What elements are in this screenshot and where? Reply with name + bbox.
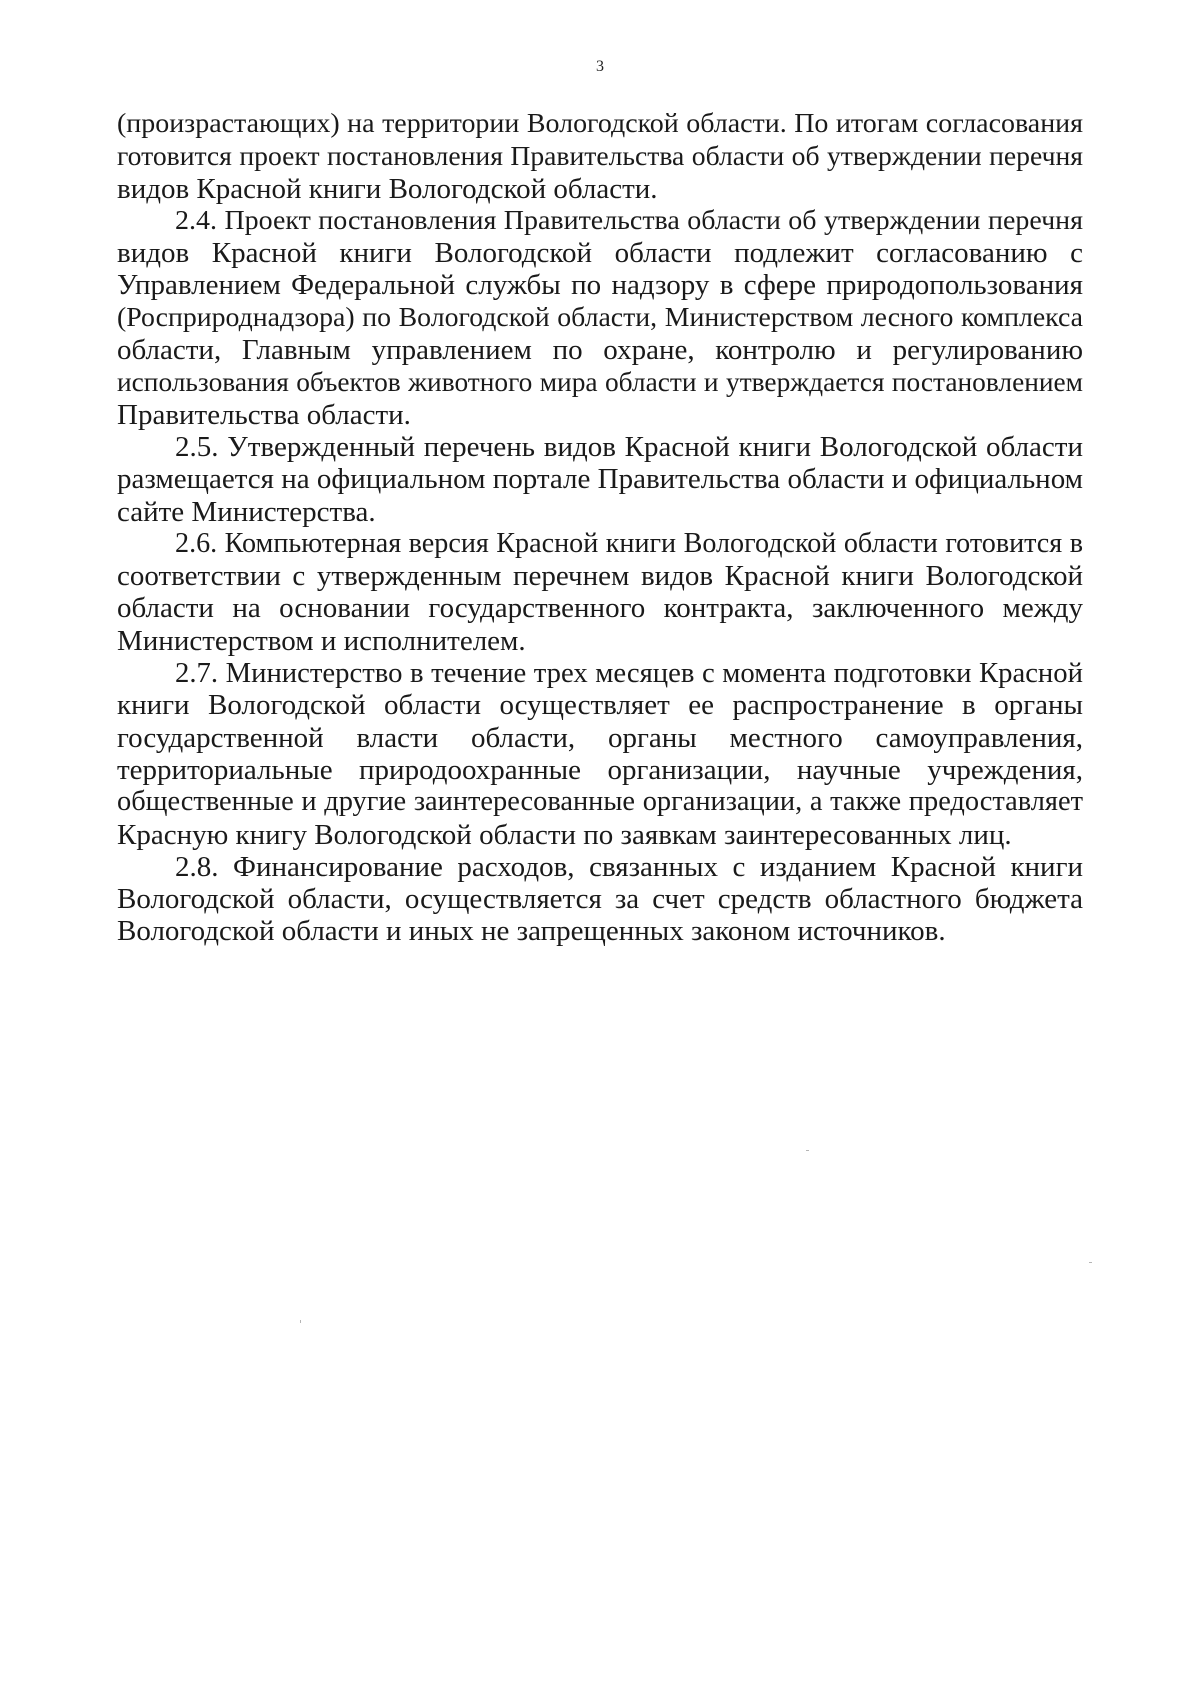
text-line: Красную книгу Вологодской области по заявкам заинтересованных лиц. [117,818,1012,851]
text-line: готовится проект постановления Правительства области об утверждении перечня [117,140,1083,172]
text-line: Министерством и исполнителем. [117,624,526,657]
text-line: Правительства области. [117,398,411,431]
text-line: (Росприроднадзора) по Вологодской области, Министерством лесного комплекса [117,301,1083,333]
text-line: Управлением Федеральной службы по надзору в сфере природопользования [117,269,1083,302]
text-line: области на основании государственного контракта, заключенного между [117,592,1083,625]
text-line: общественные и другие заинтересованные организации, а также предоставляет [117,786,1083,818]
text-line: (произрастающих) на территории Вологодской области. По итогам согласования [117,108,1083,139]
text-line: 2.4. Проект постановления Правительства области об утверждении перечня [175,204,1083,236]
text-line: сайте Министерства. [117,495,376,528]
text-line: 2.5. Утвержденный перечень видов Красной книги Вологодской области [175,430,1083,463]
text-line: Вологодской области, осуществляется за счет средств областного бюджета [117,883,1083,916]
scan-speck [1089,1262,1092,1263]
page-number: 3 [596,58,604,75]
document-body [117,108,1083,948]
text-line: области, Главным управлением по охране, контролю и регулированию [117,334,1083,367]
text-line: соответствии с утвержденным перечнем видов Красной книги Вологодской [117,560,1083,593]
text-line: 2.8. Финансирование расходов, связанных с изданием Красной книги [175,850,1083,883]
text-line: территориальные природоохранные организации, научные учреждения, [117,753,1083,786]
text-line: государственной власти области, органы местного самоуправления, [117,721,1083,754]
text-line: 2.7. Министерство в течение трех месяцев с момента подготовки Красной [175,657,1083,690]
text-line: размещается на официальном портале Правительства области и официальном [117,463,1083,496]
scan-speck [806,1150,809,1151]
scan-speck [300,1320,301,1323]
text-line: Вологодской области и иных не запрещенных законом источников. [117,915,946,948]
text-line: видов Красной книги Вологодской области подлежит согласованию с [117,237,1083,270]
text-line: книги Вологодской области осуществляет ее распространение в органы [117,689,1083,722]
text-line: видов Красной книги Вологодской области. [117,172,658,205]
text-line: использования объектов животного мира области и утверждается постановлением [117,367,1083,398]
text-line: 2.6. Компьютерная версия Красной книги Вологодской области готовится в [175,527,1083,559]
